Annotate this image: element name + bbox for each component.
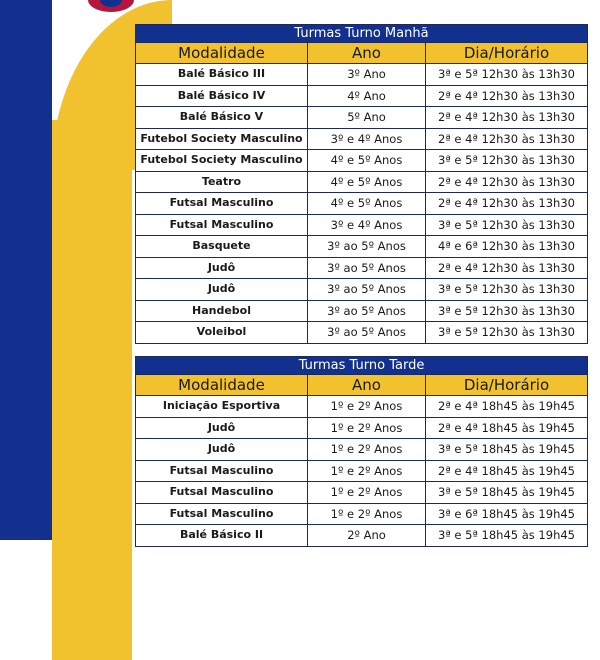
cell-ano: 2º Ano <box>308 525 426 547</box>
cell-ano: 3º ao 5º Anos <box>308 236 426 258</box>
table-row <box>136 85 588 107</box>
column-header-dia-horario: Dia/Horário <box>426 43 588 64</box>
cell-ano: 3º ao 5º Anos <box>308 300 426 322</box>
cell-dia-horario: 2ª e 4ª 12h30 às 13h30 <box>426 85 588 107</box>
cell-dia-horario: 2ª e 4ª 12h30 às 13h30 <box>426 171 588 193</box>
table-row <box>136 236 588 258</box>
table-title-row <box>136 25 588 43</box>
cell-ano: 1º e 2º Anos <box>308 460 426 482</box>
cell-modalidade: Handebol <box>136 300 308 322</box>
cell-modalidade: Futebol Society Masculino <box>136 128 308 150</box>
table-row <box>136 460 588 482</box>
cell-ano: 1º e 2º Anos <box>308 439 426 461</box>
column-header-ano: Ano <box>308 375 426 396</box>
table-header-row <box>136 375 588 396</box>
cell-ano: 3º ao 5º Anos <box>308 257 426 279</box>
cell-modalidade: Judô <box>136 417 308 439</box>
column-header-modalidade: Modalidade <box>136 375 308 396</box>
column-header-dia-horario: Dia/Horário <box>426 375 588 396</box>
table-row <box>136 396 588 418</box>
cell-dia-horario: 3ª e 5ª 12h30 às 13h30 <box>426 214 588 236</box>
cell-ano: 4º e 5º Anos <box>308 171 426 193</box>
cell-modalidade: Iniciação Esportiva <box>136 396 308 418</box>
cell-modalidade: Judô <box>136 279 308 301</box>
table-row <box>136 439 588 461</box>
cell-ano: 1º e 2º Anos <box>308 482 426 504</box>
cell-ano: 4º e 5º Anos <box>308 193 426 215</box>
cell-ano: 3º ao 5º Anos <box>308 279 426 301</box>
cell-modalidade: Futsal Masculino <box>136 482 308 504</box>
column-header-ano: Ano <box>308 43 426 64</box>
cell-modalidade: Judô <box>136 439 308 461</box>
table-row <box>136 322 588 344</box>
cell-modalidade: Basquete <box>136 236 308 258</box>
cell-dia-horario: 2ª e 4ª 18h45 às 19h45 <box>426 460 588 482</box>
cell-modalidade: Futsal Masculino <box>136 460 308 482</box>
cell-ano: 3º e 4º Anos <box>308 214 426 236</box>
table-row <box>136 107 588 129</box>
morning-table-title: Turmas Turno Manhã <box>136 25 588 43</box>
cell-dia-horario: 3ª e 5ª 12h30 às 13h30 <box>426 322 588 344</box>
cell-dia-horario: 3ª e 5ª 18h45 às 19h45 <box>426 525 588 547</box>
cell-ano: 1º e 2º Anos <box>308 417 426 439</box>
cell-dia-horario: 3ª e 5ª 18h45 às 19h45 <box>426 482 588 504</box>
cell-ano: 4º Ano <box>308 85 426 107</box>
cell-ano: 1º e 2º Anos <box>308 503 426 525</box>
cell-dia-horario: 4ª e 6ª 12h30 às 13h30 <box>426 236 588 258</box>
cell-dia-horario: 3ª e 5ª 12h30 às 13h30 <box>426 150 588 172</box>
cell-ano: 5º Ano <box>308 107 426 129</box>
cell-modalidade: Balé Básico IV <box>136 85 308 107</box>
column-header-modalidade: Modalidade <box>136 43 308 64</box>
table-row <box>136 279 588 301</box>
table-row <box>136 214 588 236</box>
cell-dia-horario: 2ª e 4ª 12h30 às 13h30 <box>426 128 588 150</box>
cell-dia-horario: 2ª e 4ª 12h30 às 13h30 <box>426 107 588 129</box>
yellow-band <box>52 120 132 660</box>
cell-modalidade: Futsal Masculino <box>136 214 308 236</box>
table-row <box>136 257 588 279</box>
table-row <box>136 482 588 504</box>
cell-dia-horario: 3ª e 5ª 12h30 às 13h30 <box>426 300 588 322</box>
table-row <box>136 503 588 525</box>
table-row <box>136 150 588 172</box>
table-row <box>136 417 588 439</box>
cell-dia-horario: 2ª e 4ª 12h30 às 13h30 <box>426 257 588 279</box>
table-title-row <box>136 357 588 375</box>
table-row <box>136 171 588 193</box>
cell-modalidade: Futsal Masculino <box>136 503 308 525</box>
table-header-row <box>136 43 588 64</box>
table-row <box>136 128 588 150</box>
cell-ano: 3º ao 5º Anos <box>308 322 426 344</box>
cell-modalidade: Balé Básico II <box>136 525 308 547</box>
afternoon-table-title: Turmas Turno Tarde <box>136 357 588 375</box>
cell-modalidade: Balé Básico V <box>136 107 308 129</box>
left-blue-band <box>0 0 52 540</box>
cell-dia-horario: 3ª e 5ª 12h30 às 13h30 <box>426 279 588 301</box>
cell-modalidade: Futebol Society Masculino <box>136 150 308 172</box>
cell-modalidade: Voleibol <box>136 322 308 344</box>
cell-dia-horario: 2ª e 4ª 12h30 às 13h30 <box>426 193 588 215</box>
cell-modalidade: Futsal Masculino <box>136 193 308 215</box>
cell-modalidade: Balé Básico III <box>136 64 308 86</box>
table-row <box>136 525 588 547</box>
cell-ano: 3º e 4º Anos <box>308 128 426 150</box>
table-row <box>136 300 588 322</box>
afternoon-schedule-table <box>135 356 588 547</box>
cell-dia-horario: 3ª e 5ª 12h30 às 13h30 <box>426 64 588 86</box>
cell-dia-horario: 2ª e 4ª 18h45 às 19h45 <box>426 396 588 418</box>
cell-ano: 3º Ano <box>308 64 426 86</box>
cell-dia-horario: 2ª e 4ª 18h45 às 19h45 <box>426 417 588 439</box>
cell-ano: 1º e 2º Anos <box>308 396 426 418</box>
cell-modalidade: Judô <box>136 257 308 279</box>
table-row <box>136 193 588 215</box>
cell-dia-horario: 3ª e 6ª 18h45 às 19h45 <box>426 503 588 525</box>
table-row <box>136 64 588 86</box>
cell-dia-horario: 3ª e 5ª 18h45 às 19h45 <box>426 439 588 461</box>
cell-modalidade: Teatro <box>136 171 308 193</box>
cell-ano: 4º e 5º Anos <box>308 150 426 172</box>
morning-schedule-table <box>135 24 588 344</box>
